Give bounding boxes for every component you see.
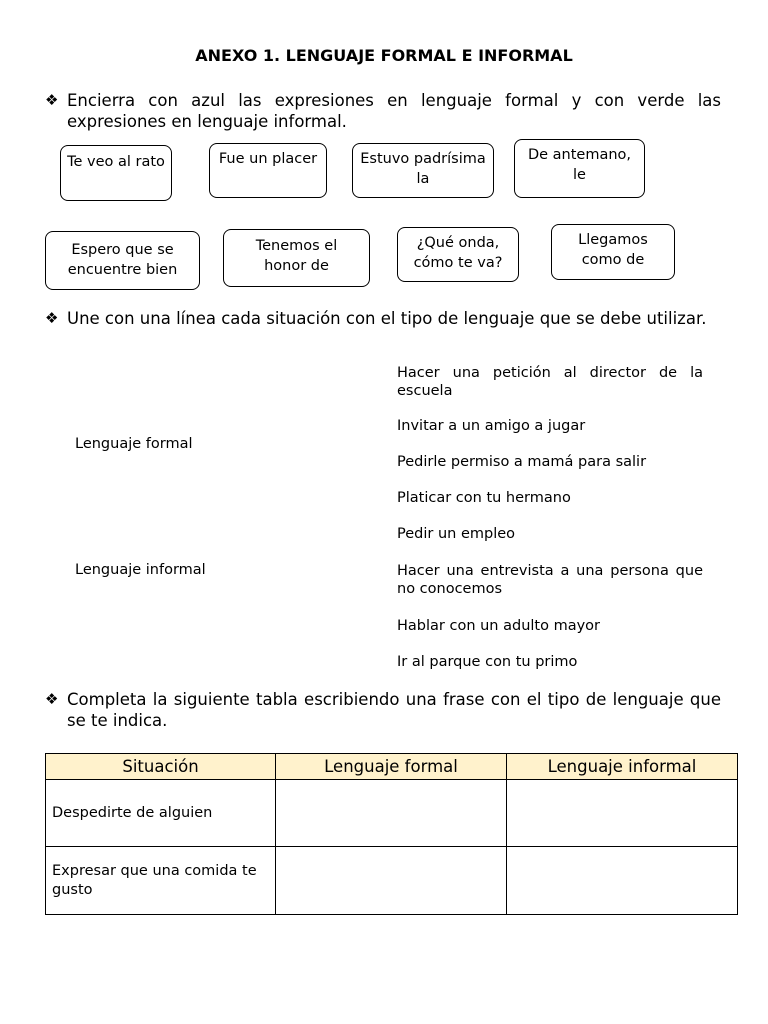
expression-text: Llegamos como de <box>578 232 648 268</box>
language-informal-label[interactable]: Lenguaje informal <box>75 562 206 578</box>
instruction-1 <box>45 90 721 132</box>
expression-text: Fue un placer <box>218 151 318 167</box>
informal-answer-cell[interactable] <box>507 780 738 847</box>
expression-text: Te veo al rato <box>67 154 165 170</box>
expression-box[interactable] <box>397 227 519 282</box>
situation-item[interactable]: Hacer una petición al director de la escuela <box>397 365 703 399</box>
situation-item[interactable]: Hablar con un adulto mayor <box>397 618 601 634</box>
expression-box[interactable] <box>551 224 675 280</box>
expression-box[interactable] <box>514 139 645 198</box>
bullet-icon: ❖ <box>45 91 59 109</box>
situation-item[interactable]: Ir al parque con tu primo <box>397 654 578 670</box>
instruction-2 <box>45 308 721 329</box>
language-formal-label[interactable]: Lenguaje formal <box>75 436 193 452</box>
instruction-3-text: Completa la siguiente tabla escribiendo una frase con el tipo de lenguaje que se te indica. <box>67 690 721 730</box>
situation-cell: Expresar que una comida te gusto <box>46 847 276 915</box>
formal-answer-cell[interactable] <box>276 780 507 847</box>
expression-text: Estuvo padrísima la <box>360 151 486 187</box>
instruction-1-text: Encierra con azul las expresiones en lenguaje formal y con verde las expresiones en lenguaje informal. <box>67 91 721 131</box>
instruction-2-text: Une con una línea cada situación con el tipo de lenguaje que se debe utilizar. <box>67 309 707 328</box>
expression-text: De antemano, le <box>527 147 632 183</box>
expression-text: ¿Qué onda, cómo te va? <box>413 235 503 271</box>
column-header: Lenguaje formal <box>276 754 507 780</box>
situation-item[interactable]: Invitar a un amigo a jugar <box>397 418 586 434</box>
expression-box[interactable] <box>352 143 494 198</box>
situation-cell: Despedirte de alguien <box>46 780 276 847</box>
page-title: ANEXO 1. LENGUAJE FORMAL E INFORMAL <box>195 46 573 65</box>
expression-text: Espero que se encuentre bien <box>67 242 178 278</box>
table-header-row <box>46 754 738 780</box>
expression-box[interactable] <box>223 229 370 287</box>
situation-item[interactable]: Platicar con tu hermano <box>397 490 571 506</box>
expression-box[interactable] <box>45 231 200 290</box>
answer-table <box>45 753 738 915</box>
situation-item[interactable]: Hacer una entrevista a una persona que no conocemos <box>397 563 703 597</box>
expression-box[interactable] <box>209 143 327 198</box>
table-row <box>46 780 738 847</box>
situation-item[interactable]: Pedir un empleo <box>397 526 516 542</box>
bullet-icon: ❖ <box>45 690 59 708</box>
expression-text: Tenemos el honor de <box>255 238 338 274</box>
expression-box[interactable] <box>60 145 172 201</box>
instruction-3 <box>45 689 721 731</box>
table-row <box>46 847 738 915</box>
bullet-icon: ❖ <box>45 309 59 327</box>
column-header: Situación <box>46 754 276 780</box>
column-header: Lenguaje informal <box>507 754 738 780</box>
formal-answer-cell[interactable] <box>276 847 507 915</box>
situation-item[interactable]: Pedirle permiso a mamá para salir <box>397 454 647 470</box>
informal-answer-cell[interactable] <box>507 847 738 915</box>
